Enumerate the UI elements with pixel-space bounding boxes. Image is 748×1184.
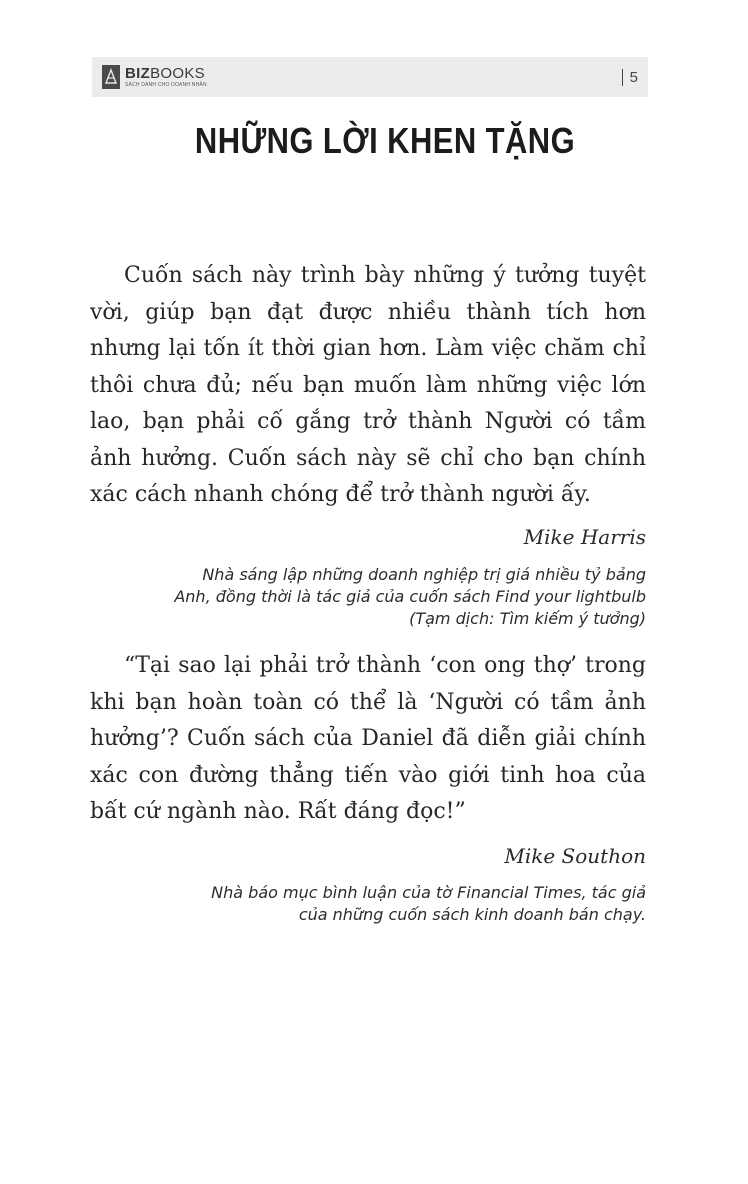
logo-emblem-icon (102, 65, 120, 89)
running-header (92, 57, 648, 97)
testimonial-quote-2 (90, 648, 646, 831)
quote-text: Cuốn sách này trình bày những ý tưởng tuyệt vời, giúp bạn đạt được nhiều thành tích hơn nhưng lại tốn ít thời gian hơn. Làm việc chăm chỉ thôi chưa đủ; nếu bạn muốn làm những việc lớn lao, bạn phải cố gắng trở thành Người có tầm ảnh hưởng. Cuốn sách này sẽ chỉ cho bạn chính xác cách nhanh chóng để trở thành người ấy. (90, 263, 646, 507)
credit-line: Nhà báo mục bình luận của tờ Financial Times, tác giả (211, 883, 646, 902)
testimonial-author-1: Mike Harris (523, 525, 646, 549)
publisher-logo (102, 63, 207, 91)
logo-wordmark-bold: BIZ (125, 65, 151, 82)
credit-line: của những cuốn sách kinh doanh bán chạy. (298, 905, 646, 924)
page-number: 5 (622, 69, 638, 86)
credit-line: (Tạm dịch: Tìm kiếm ý tưởng) (409, 609, 646, 628)
logo-tagline: SÁCH DÀNH CHO DOANH NHÂN (125, 82, 207, 88)
testimonial-author-2: Mike Southon (504, 844, 646, 868)
logo-wordmark (125, 66, 207, 81)
logo-wordmark-light: BOOKS (150, 65, 205, 82)
credit-line: Anh, đồng thời là tác giả của cuốn sách Find your lightbulb (174, 587, 646, 606)
testimonial-credit-2 (86, 882, 646, 926)
testimonial-quote-1 (90, 258, 646, 514)
quote-text: “Tại sao lại phải trở thành ‘con ong thợ’ trong khi bạn hoàn toàn có thể là ‘Người có tầm ảnh hưởng’? Cuốn sách của Daniel đã diễn giải chính xác con đường thẳng tiến vào giới tinh hoa của bất cứ ngành nào. Rất đáng đọc!” (90, 653, 646, 824)
page-title: NHỮNG LỜI KHEN TẶNG (194, 120, 576, 161)
testimonial-credit-1 (86, 564, 646, 630)
credit-line: Nhà sáng lập những doanh nghiệp trị giá nhiều tỷ bảng (202, 565, 646, 584)
